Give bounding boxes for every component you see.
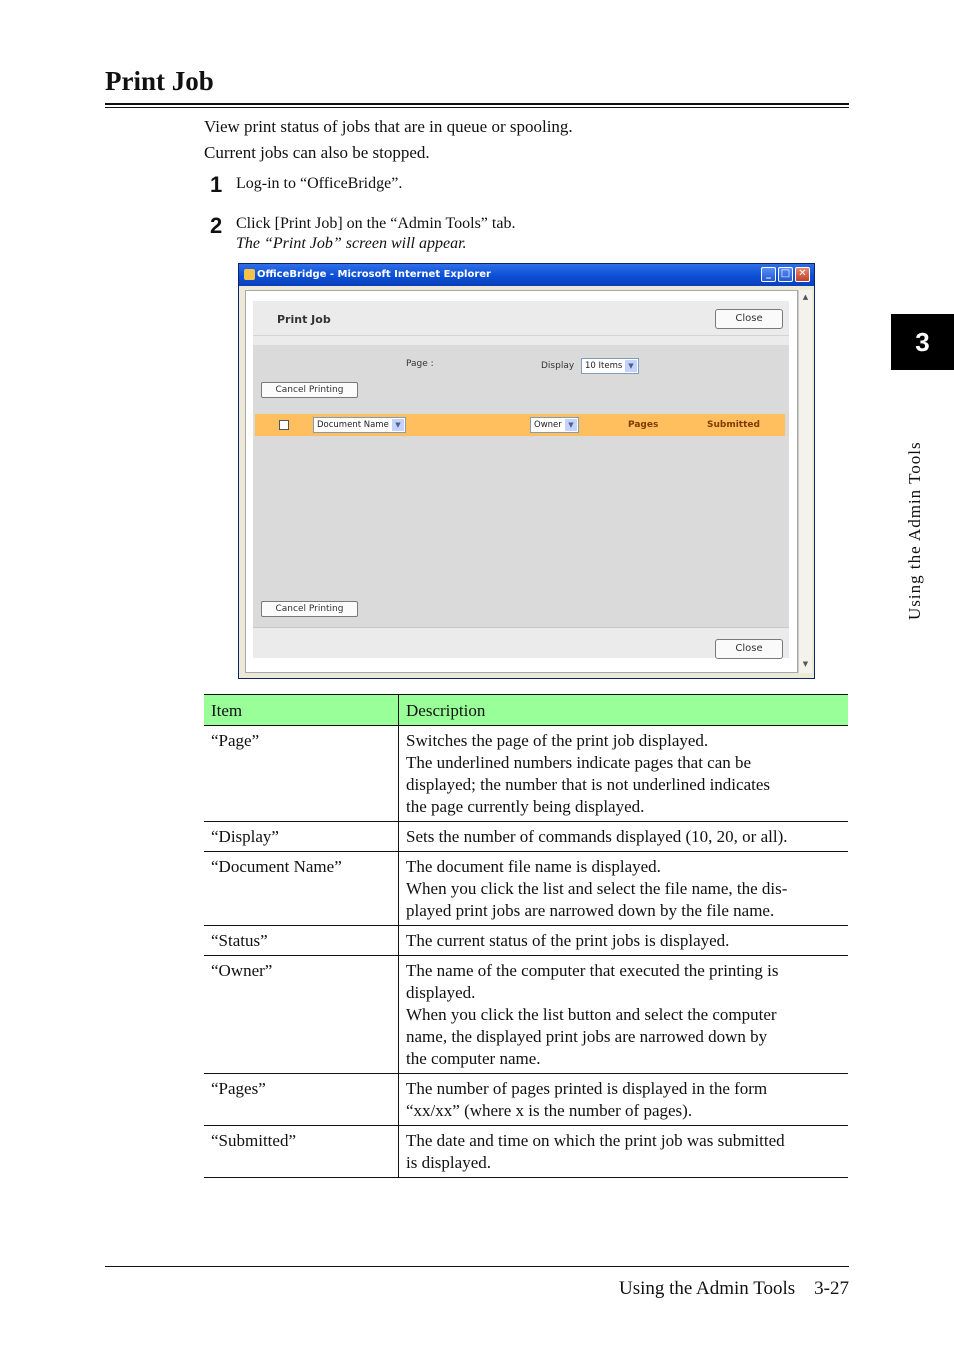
table-row (204, 956, 848, 1074)
table-cell-item: “Page” (204, 726, 399, 822)
page-title: Print Job (105, 66, 214, 96)
description-line: The number of pages printed is displayed in the form (406, 1079, 768, 1098)
description-line: is displayed. (406, 1153, 491, 1172)
table-header-row (204, 695, 848, 726)
table-header-item: Item (204, 695, 399, 726)
close-icon[interactable]: ✕ (795, 267, 810, 282)
description-line: When you click the list button and select the computer (406, 1005, 777, 1024)
minimize-icon[interactable]: _ (761, 267, 776, 282)
vertical-scrollbar[interactable] (798, 290, 812, 673)
ie-logo-icon (244, 269, 255, 280)
title-rule (105, 103, 849, 105)
panel-header (253, 301, 789, 336)
table-cell-item: “Pages” (204, 1074, 399, 1126)
description-line: The current status of the print jobs is displayed. (406, 931, 730, 950)
table-cell-description (399, 852, 849, 926)
close-button-bottom[interactable]: Close (715, 639, 783, 659)
footer-rule (105, 1266, 849, 1267)
table-cell-item: “Document Name” (204, 852, 399, 926)
table-row (204, 852, 848, 926)
step-2-result: The “Print Job” screen will appear. (236, 235, 467, 252)
step-1-number: 1 (210, 172, 223, 197)
display-select[interactable] (581, 358, 639, 374)
table-cell-item: “Display” (204, 822, 399, 852)
browser-window-screenshot (238, 263, 815, 679)
description-line: the page currently being displayed. (406, 797, 645, 816)
table-cell-item: “Submitted” (204, 1126, 399, 1178)
select-all-checkbox[interactable] (279, 420, 289, 430)
table-cell-description (399, 1074, 849, 1126)
print-job-panel (253, 301, 789, 656)
description-line: the computer name. (406, 1049, 541, 1068)
title-rule-thin (105, 107, 849, 108)
page-label: Page : (406, 359, 434, 369)
table-cell-description (399, 726, 849, 822)
side-section-label: Using the Admin Tools (905, 441, 924, 620)
owner-select-value: Owner (534, 420, 562, 430)
description-line: name, the displayed print jobs are narrowed down by (406, 1027, 768, 1046)
job-list-header-row (255, 414, 785, 436)
footer-section: Using the Admin Tools (618, 1278, 796, 1299)
description-line: Sets the number of commands displayed (10, 20, or all). (406, 827, 788, 846)
table-row (204, 726, 848, 822)
description-line: displayed. (406, 983, 476, 1002)
description-line: The underlined numbers indicate pages that can be (406, 753, 752, 772)
owner-select[interactable] (530, 417, 579, 433)
step-1-text: Log-in to “OfficeBridge”. (236, 175, 403, 192)
close-button-top[interactable]: Close (715, 309, 783, 329)
description-line: played print jobs are narrowed down by the file name. (406, 901, 775, 920)
cancel-printing-button-top[interactable]: Cancel Printing (261, 382, 358, 398)
document-name-select[interactable] (313, 417, 406, 433)
print-job-heading: Print Job (277, 313, 331, 326)
description-line: When you click the list and select the file name, the dis- (406, 879, 788, 898)
step-2-number: 2 (210, 213, 223, 238)
page-footer (619, 1278, 849, 1300)
submitted-column-header[interactable]: Submitted (707, 420, 760, 430)
step-2-text: Click [Print Job] on the “Admin Tools” tab. (236, 215, 516, 232)
table-row (204, 822, 848, 852)
description-line: The name of the computer that executed the printing is (406, 961, 779, 980)
display-label: Display (541, 361, 575, 371)
scroll-down-icon[interactable]: ▼ (802, 660, 809, 668)
table-row (204, 1126, 848, 1178)
window-title: OfficeBridge - Microsoft Internet Explorer (257, 269, 491, 280)
chapter-tab: 3 (891, 314, 954, 370)
scroll-up-icon[interactable]: ▲ (802, 293, 809, 301)
description-line: The document file name is displayed. (406, 857, 661, 876)
chevron-down-icon: ▼ (625, 360, 637, 372)
display-select-value: 10 Items (585, 361, 623, 371)
table-row (204, 926, 848, 956)
window-titlebar (239, 264, 814, 286)
description-line: Switches the page of the print job displayed. (406, 731, 709, 750)
table-cell-description (399, 956, 849, 1074)
chevron-down-icon: ▼ (565, 419, 577, 431)
description-line: “xx/xx” (where x is the number of pages). (406, 1101, 693, 1120)
description-line: displayed; the number that is not underlined indicates (406, 775, 770, 794)
cancel-printing-button-bottom[interactable]: Cancel Printing (261, 601, 358, 617)
browser-content (245, 290, 798, 673)
table-cell-description (399, 926, 849, 956)
intro-line-2: Current jobs can also be stopped. (204, 143, 430, 162)
panel-footer (253, 627, 789, 658)
table-cell-description (399, 1126, 849, 1178)
pages-column-header[interactable]: Pages (628, 420, 659, 430)
footer-page-number: 3-27 (814, 1278, 849, 1299)
table-cell-description (399, 822, 849, 852)
item-description-table (204, 694, 848, 1178)
table-cell-item: “Status” (204, 926, 399, 956)
document-name-select-value: Document Name (317, 420, 389, 430)
maximize-icon[interactable]: □ (778, 267, 793, 282)
table-cell-item: “Owner” (204, 956, 399, 1074)
chevron-down-icon: ▼ (392, 419, 404, 431)
table-header-description: Description (399, 695, 849, 726)
table-row (204, 1074, 848, 1126)
description-line: The date and time on which the print job was submitted (406, 1131, 785, 1150)
intro-line-1: View print status of jobs that are in queue or spooling. (204, 117, 573, 136)
